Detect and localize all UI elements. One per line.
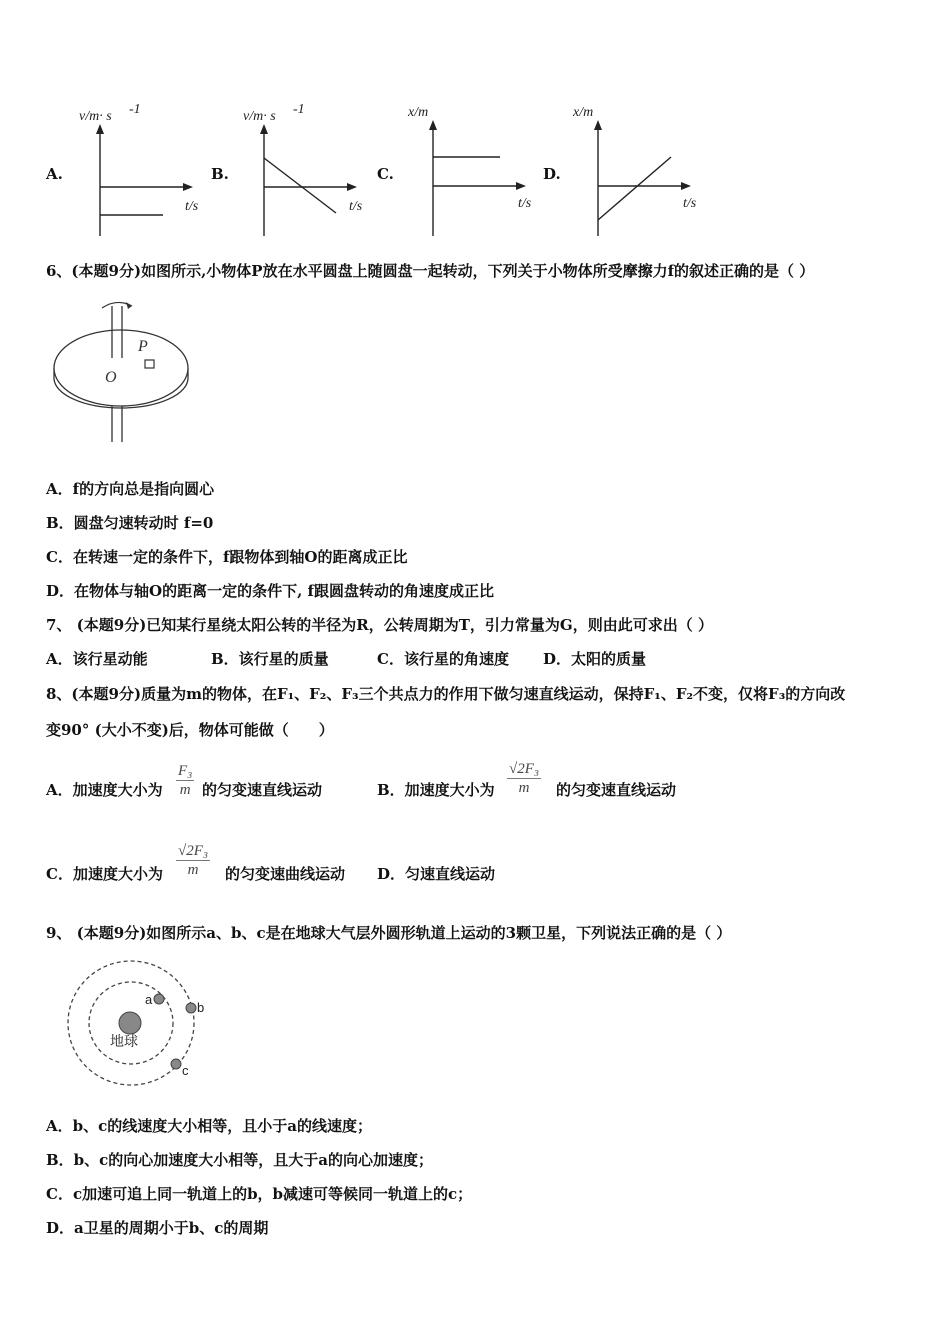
q8-option-a-prefix: A．加速度大小为: [46, 781, 163, 799]
q5-graph-a: [75, 100, 199, 240]
q6-option-b: B．圆盘匀速转动时 f=0: [46, 514, 214, 532]
q6-option-c: C．在转速一定的条件下，f跟物体到轴O的距离成正比: [46, 548, 408, 566]
q9-stem: 9、 (本题9分)如图所示a、b、c是在地球大气层外圆形轨道上运动的3颗卫星，下列说法正确的是（ ）: [46, 924, 732, 942]
q8-option-b-numerator: √2F₃: [509, 761, 540, 777]
q5-graph-d-x-arrow: [681, 182, 691, 190]
q7-stem: 7、 (本题9分)已知某行星绕太阳公转的半径为R，公转周期为T，引力常量为G，则由此可求出（ ）: [46, 616, 713, 634]
q9-earth-label: 地球: [110, 1033, 138, 1049]
q8-option-b-denominator: m: [518, 780, 530, 796]
q7-option-b: B．该行星的质量: [211, 650, 329, 668]
q9-option-b: B．b、c的向心加速度大小相等，且大于a的向心加速度；: [46, 1151, 434, 1169]
q7-option-a: A．该行星动能: [46, 650, 148, 668]
q8-option-b-prefix: B．加速度大小为: [377, 781, 495, 799]
q5-graph-a-ylabel: v/m· s: [79, 109, 112, 124]
q9-satellite-c: [171, 1059, 181, 1069]
q8-option-a-numerator: F₃: [178, 763, 193, 779]
q5-graph-b-xlabel: t/s: [349, 199, 363, 214]
q9-label-a: a: [145, 992, 153, 1007]
q9-label-b: b: [197, 1000, 205, 1015]
q5-graph-b-y-arrow: [260, 124, 268, 134]
q6-option-d: D．在物体与轴O的距离一定的条件下, f跟圆盘转动的角速度成正比: [46, 582, 494, 600]
q8-option-a-suffix: 的匀变速直线运动: [202, 781, 323, 799]
q6-stem: 6、(本题9分)如图所示,小物体P放在水平圆盘上随圆盘一起转动，下列关于小物体所受摩擦力f的叙述正确的是（ ）: [46, 262, 815, 280]
q6-disc-figure: [50, 296, 200, 446]
q7-option-c: C．该行星的角速度: [377, 650, 509, 668]
q5-option-b-letter: B.: [211, 165, 229, 183]
q5-graph-c-y-arrow: [429, 120, 437, 130]
q8-option-c-prefix: C．加速度大小为: [46, 865, 163, 883]
q9-orbit-figure: [60, 956, 230, 1096]
q5-graph-c-xlabel: t/s: [518, 196, 532, 211]
q9-satellite-a: [154, 994, 164, 1004]
q9-option-c: C．c加速可追上同一轨道上的b，b减速可等候同一轨道上的c；: [46, 1185, 473, 1203]
q6-disc-top: [54, 330, 188, 406]
q8-option-d: D．匀速直线运动: [377, 865, 496, 883]
q5-graph-a-ysup: -1: [129, 102, 141, 117]
q5-graph-b-ysup: -1: [293, 102, 305, 117]
q5-graph-c-ylabel: x/m: [408, 105, 429, 120]
q9-option-a: A．b、c的线速度大小相等，且小于a的线速度；: [46, 1117, 372, 1135]
q8-stem-line2: 变90° (大小不变)后，物体可能做（ ）: [46, 721, 334, 739]
q5-graph-d-y-arrow: [594, 120, 602, 130]
q5-option-c-letter: C.: [377, 165, 394, 183]
q9-label-c: c: [182, 1063, 189, 1078]
q6-rotation-arrow-head: [126, 302, 132, 309]
q5-graph-d-xlabel: t/s: [683, 196, 697, 211]
q5-graph-d: [573, 100, 703, 240]
q5-graph-d-ylabel: x/m: [573, 105, 594, 120]
q8-option-a-fraction: [176, 762, 194, 799]
q5-option-a-letter: A.: [46, 165, 63, 183]
q9-satellite-b: [186, 1003, 196, 1013]
q6-label-o: O: [105, 369, 117, 386]
q8-option-c-suffix: 的匀变速曲线运动: [225, 865, 346, 883]
q5-graph-b-ylabel: v/m· s: [243, 109, 276, 124]
q8-option-a-denominator: m: [179, 782, 191, 798]
q5-graph-b-line: [264, 158, 336, 213]
q5-graph-c-x-arrow: [516, 182, 526, 190]
q5-graph-d-line: [598, 157, 671, 220]
q5-option-d-letter: D.: [543, 165, 561, 183]
q7-option-d: D．太阳的质量: [543, 650, 647, 668]
q5-graph-c: [408, 100, 538, 240]
q8-option-c-fraction: [176, 842, 210, 879]
q5-graph-b: [239, 100, 369, 240]
q8-option-b-fraction: [507, 760, 541, 797]
q9-earth: [119, 1012, 141, 1034]
q5-graph-a-y-arrow: [96, 124, 104, 134]
q9-option-d: D．a卫星的周期小于b、c的周期: [46, 1219, 269, 1237]
q6-label-p: P: [138, 338, 148, 355]
q5-graph-a-xlabel: t/s: [185, 199, 199, 214]
q8-option-c-numerator: √2F₃: [178, 843, 209, 859]
q8-option-c-denominator: m: [187, 862, 199, 878]
q5-graph-b-x-arrow: [347, 183, 357, 191]
q8-stem-line1: 8、(本题9分)质量为m的物体，在F₁、F₂、F₃三个共点力的作用下做匀速直线运动，保持F₁、F₂不变，仅将F₃的方向改: [46, 685, 846, 703]
q8-option-b-suffix: 的匀变速直线运动: [556, 781, 677, 799]
q6-option-a: A．f的方向总是指向圆心: [46, 480, 215, 498]
q5-graph-a-x-arrow: [183, 183, 193, 191]
